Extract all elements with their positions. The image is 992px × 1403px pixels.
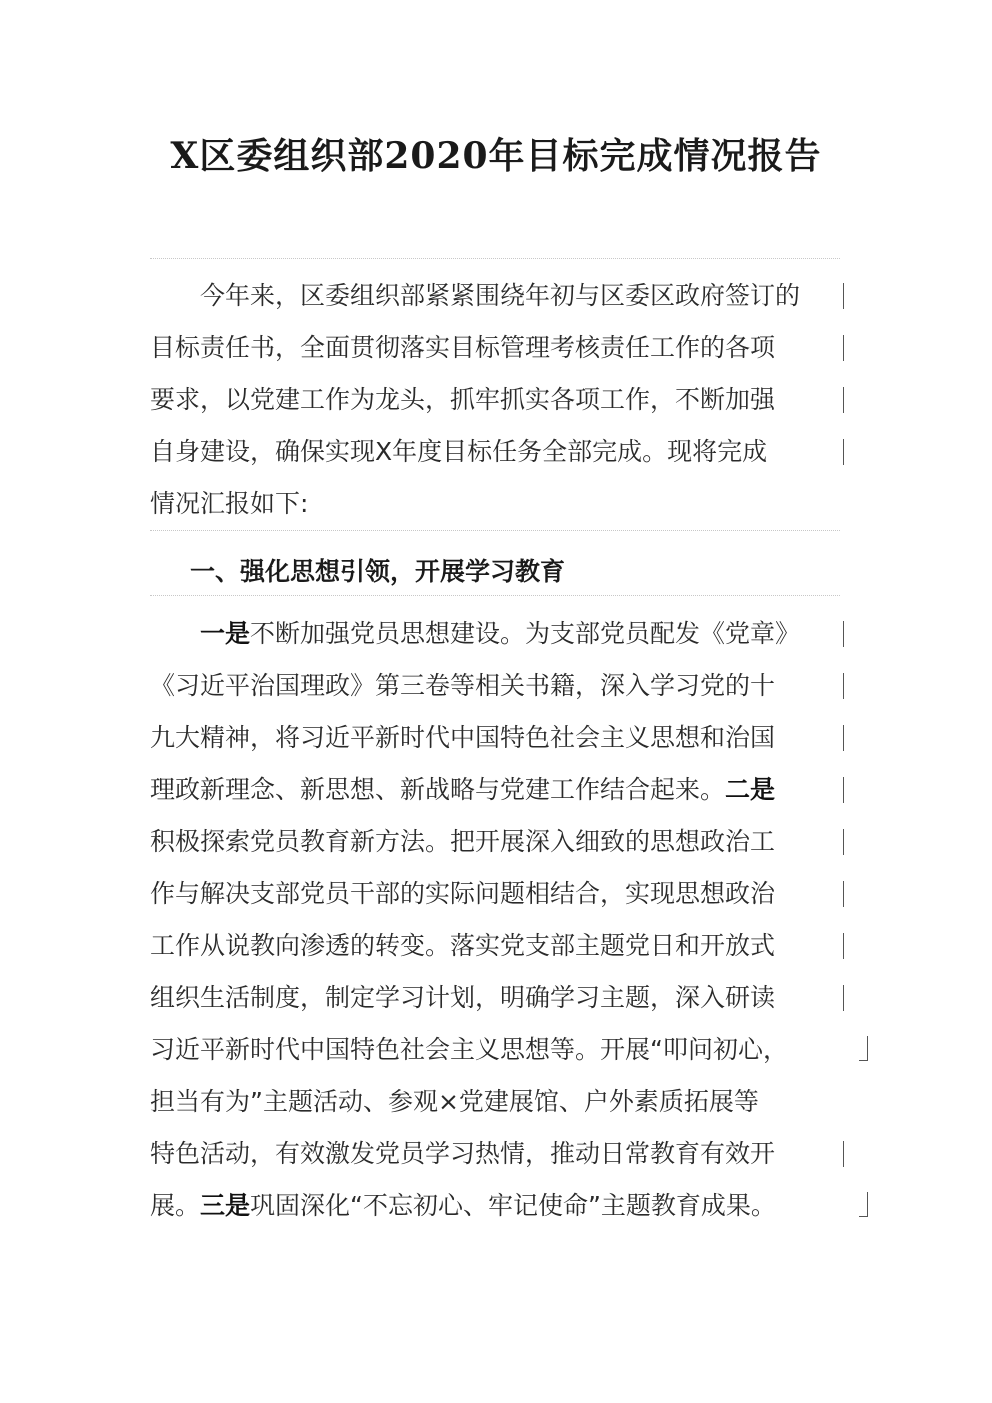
paragraph-line: 今年来，区委组织部紧紧围绕年初与区委区政府签订的 [150, 270, 840, 322]
paragraph-line: 工作从说教向渗透的转变。落实党支部主题党日和开放式 [150, 920, 840, 972]
section1-paragraph [150, 608, 840, 1232]
paragraph-line: 作与解决支部党员干部的实际问题相结合，实现思想政治 [150, 868, 840, 920]
line-end-mark [843, 1141, 844, 1167]
paragraph-line: 要求，以党建工作为龙头，抓牢抓实各项工作，不断加强 [150, 374, 840, 426]
line-end-mark [843, 387, 844, 413]
line-end-mark [843, 985, 844, 1011]
intro-paragraph [150, 270, 840, 530]
paragraph-line: 积极探索党员教育新方法。把开展深入细致的思想政治工 [150, 816, 840, 868]
section-heading: 一、强化思想引领，开展学习教育 [190, 557, 566, 586]
paragraph-divider [150, 530, 840, 531]
paragraph-line: 一是不断加强党员思想建设。为支部党员配发《党章》 [150, 608, 840, 660]
paragraph-line: 目标责任书，全面贯彻落实目标管理考核责任工作的各项 [150, 322, 840, 374]
line-end-mark [843, 335, 844, 361]
paragraph-line: 展。三是巩固深化“不忘初心、牢记使命”主题教育成果。 [150, 1180, 840, 1232]
paragraph-divider [150, 595, 840, 596]
paragraph-line: 担当有为”主题活动、参观×党建展馆、户外素质拓展等 [150, 1087, 759, 1116]
paragraph-line: 《习近平治国理政》第三卷等相关书籍，深入学习党的十 [150, 660, 840, 712]
paragraph-line: 习近平新时代中国特色社会主义思想等。开展“叩问初心， [150, 1024, 840, 1076]
paragraph-line: 理政新理念、新思想、新战略与党建工作结合起来。二是 [150, 764, 840, 816]
paragraph-line: 九大精神，将习近平新时代中国特色社会主义思想和治国 [150, 712, 840, 764]
line-end-mark [843, 933, 844, 959]
paragraph-divider [150, 258, 840, 259]
line-end-mark [843, 621, 844, 647]
paragraph-line: 情况汇报如下: [150, 489, 309, 518]
paragraph-line: 特色活动，有效激发党员学习热情，推动日常教育有效开 [150, 1128, 840, 1180]
line-end-mark [843, 283, 844, 309]
line-end-mark [859, 1192, 868, 1217]
line-end-mark [843, 881, 844, 907]
paragraph-line: 组织生活制度，制定学习计划，明确学习主题，深入研读 [150, 972, 840, 1024]
line-end-mark [843, 439, 844, 465]
document-title: X区委组织部2020年目标完成情况报告 [170, 135, 822, 177]
line-end-mark [843, 777, 844, 803]
paragraph-line: 自身建设，确保实现X年度目标任务全部完成。现将完成 [150, 426, 840, 478]
line-end-mark [859, 1036, 868, 1061]
line-end-mark [843, 725, 844, 751]
line-end-mark [843, 829, 844, 855]
line-end-mark [843, 673, 844, 699]
